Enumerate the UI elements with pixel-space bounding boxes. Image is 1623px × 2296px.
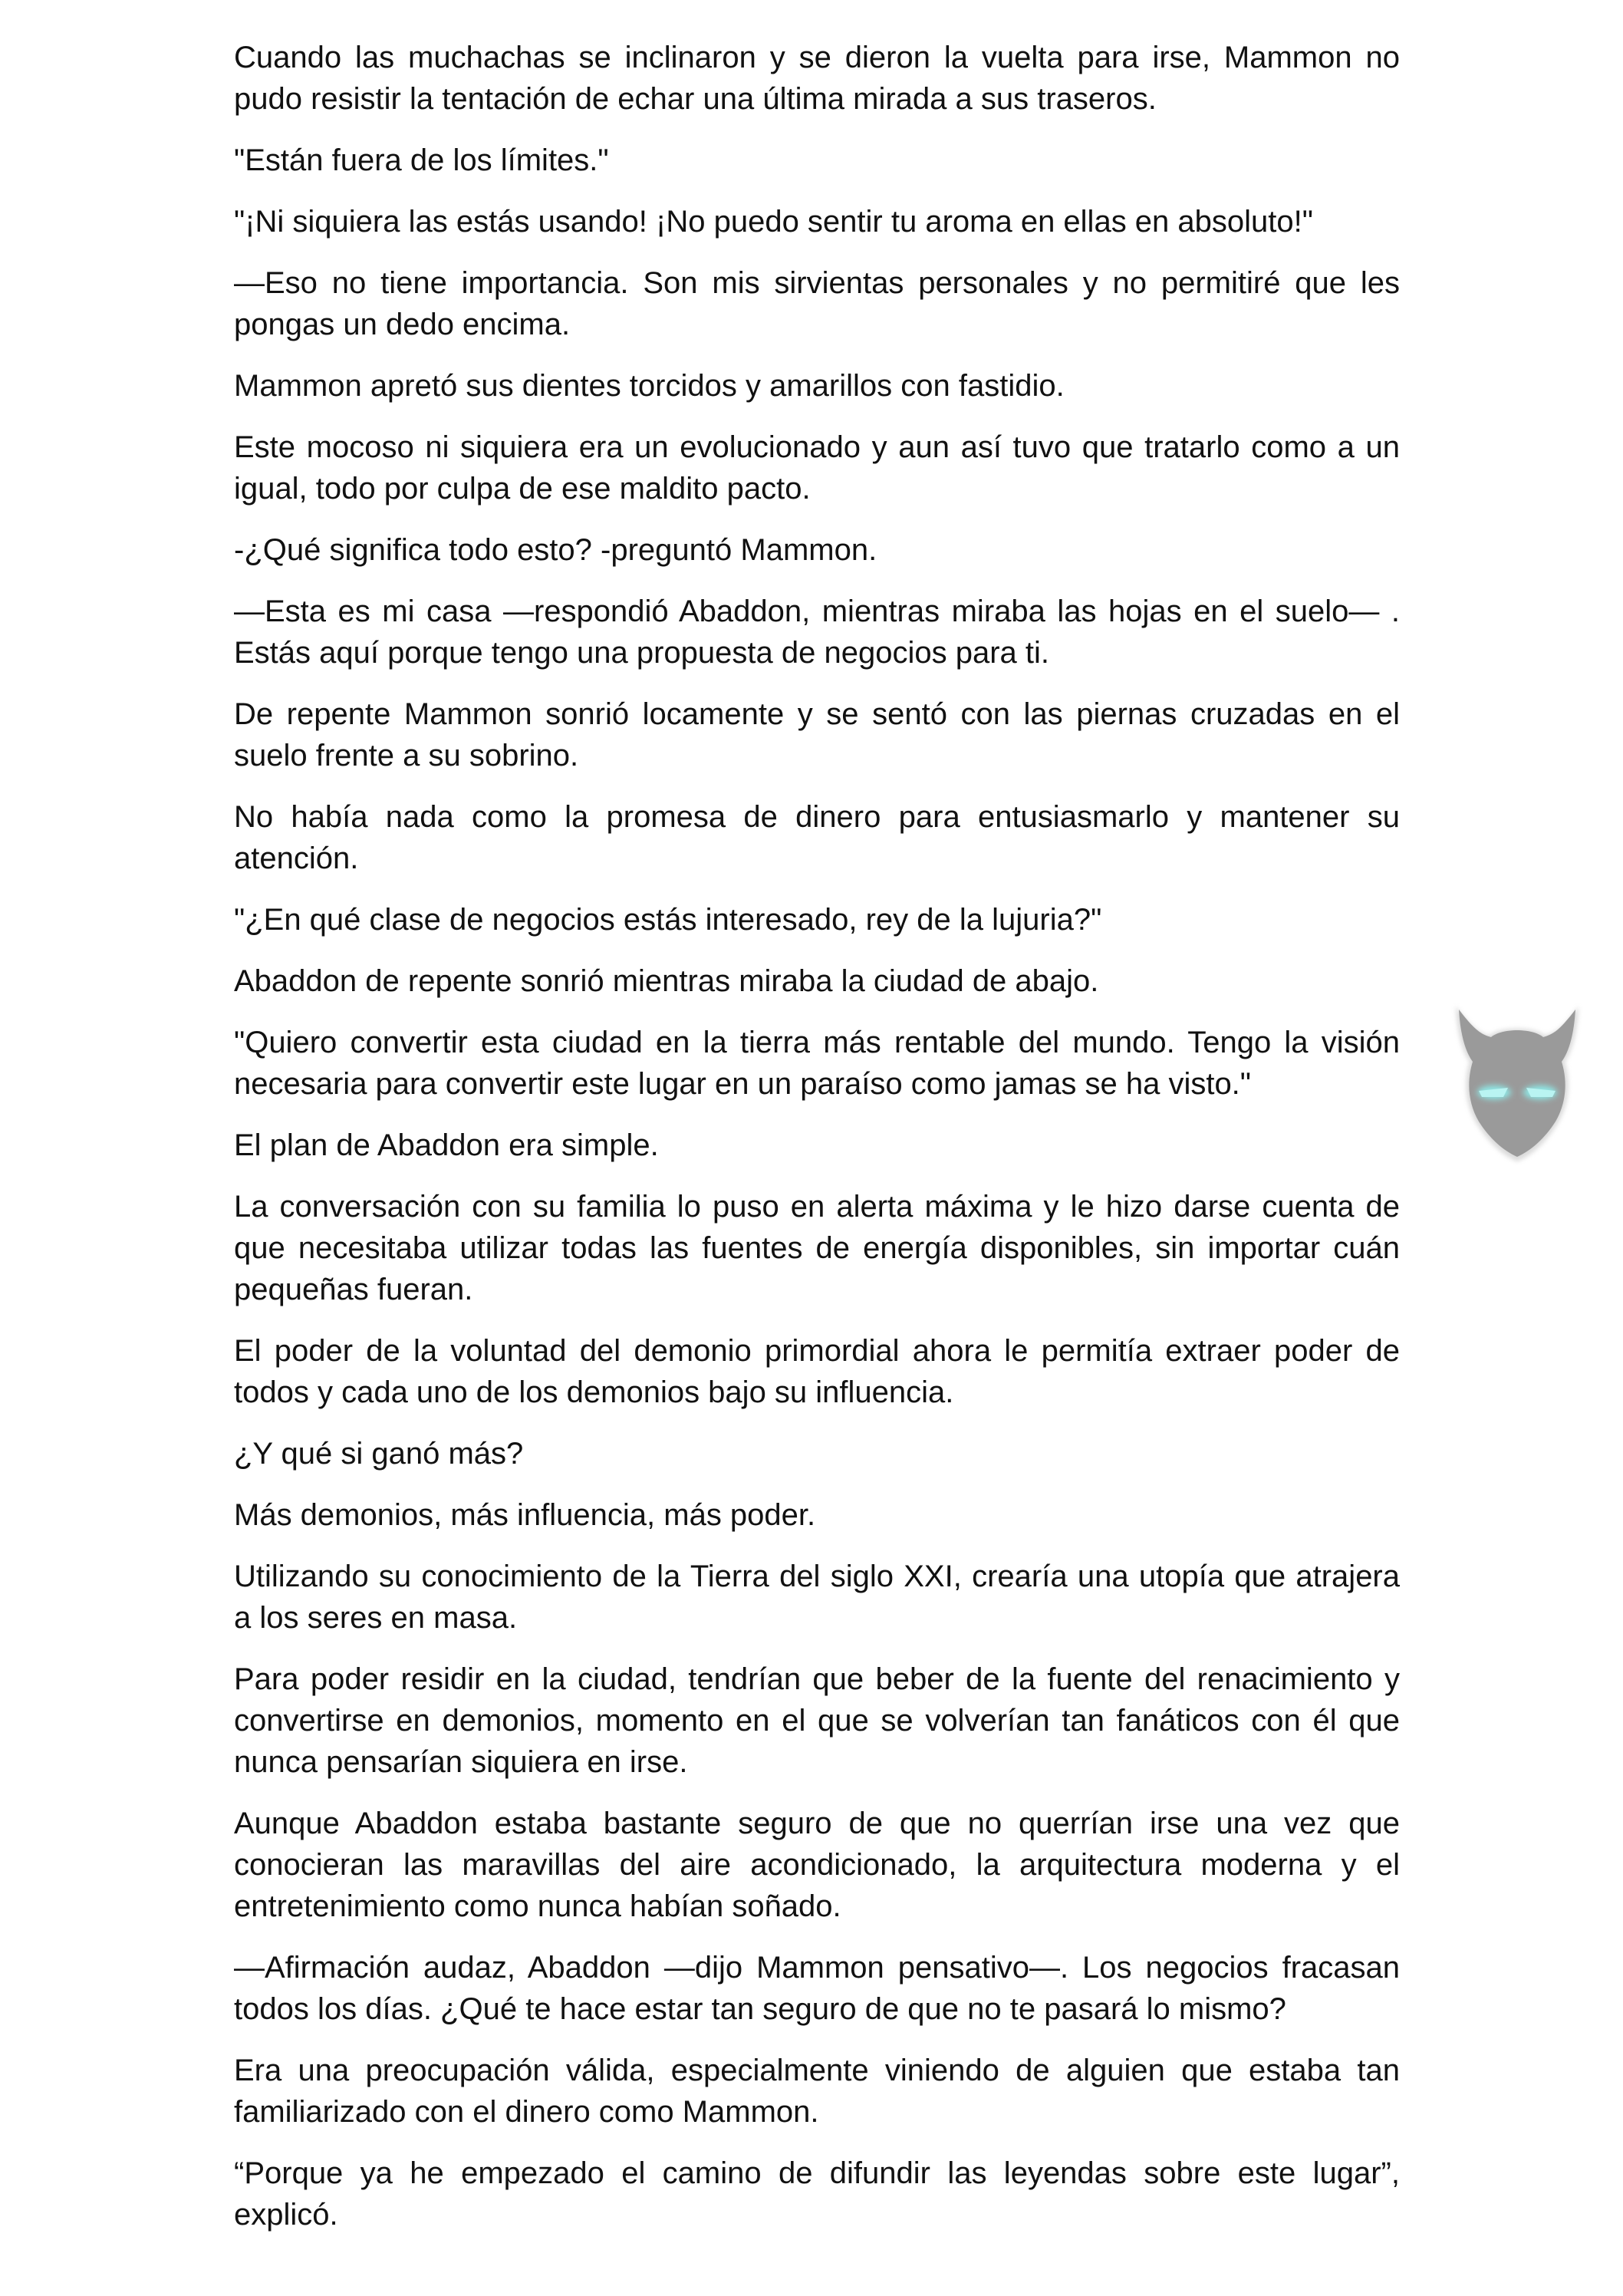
paragraph: El plan de Abaddon era simple. bbox=[234, 1128, 659, 1162]
paragraph: De repente Mammon sonrió locamente y se sentó con las piernas cruzadas en el suelo frente a su sobrino. bbox=[234, 697, 1400, 772]
paragraph: “Porque ya he empezado el camino de difundir las leyendas sobre este lugar”, explicó. bbox=[234, 2156, 1400, 2232]
document-page bbox=[234, 37, 1400, 2255]
paragraph: Más demonios, más influencia, más poder. bbox=[234, 1498, 816, 1532]
paragraph: El poder de la voluntad del demonio primordial ahora le permitía extraer poder de todos y cada uno de los demonios bajo su influencia. bbox=[234, 1334, 1400, 1409]
paragraph: —Afirmación audaz, Abaddon —dijo Mammon pensativo—. Los negocios fracasan todos los días. ¿Qué te hace estar tan seguro de que no te pasará lo mismo? bbox=[234, 1951, 1400, 2026]
demon-head-shape bbox=[1459, 1010, 1575, 1157]
demon-head-icon bbox=[1442, 997, 1592, 1171]
paragraph: La conversación con su familia lo puso en alerta máxima y le hizo darse cuenta de que necesitaba utilizar todas las fuentes de energía disponibles, sin importar cuán pequeñas fueran. bbox=[234, 1190, 1400, 1306]
paragraph: Para poder residir en la ciudad, tendrían que beber de la fuente del renacimiento y convertirse en demonios, momento en el que se volverían tan fanáticos con él que nunca pensarían siquiera en irse. bbox=[234, 1662, 1400, 1779]
paragraph: Era una preocupación válida, especialmente viniendo de alguien que estaba tan familiarizado con el dinero como Mammon. bbox=[234, 2054, 1400, 2129]
paragraph: Utilizando su conocimiento de la Tierra del siglo XXI, crearía una utopía que atrajera a los seres en masa. bbox=[234, 1560, 1400, 1635]
paragraph: "¿En qué clase de negocios estás interesado, rey de la lujuria?" bbox=[234, 903, 1102, 937]
paragraph: Aunque Abaddon estaba bastante seguro de que no querrían irse una vez que conocieran las maravillas del aire acondicionado, la arquitectura moderna y el entretenimiento como nunca habían soñado. bbox=[234, 1807, 1400, 1923]
paragraph: Este mocoso ni siquiera era un evolucionado y aun así tuvo que tratarlo como a un igual, todo por culpa de ese maldito pacto. bbox=[234, 430, 1400, 506]
paragraph: "¡Ni siquiera las estás usando! ¡No puedo sentir tu aroma en ellas en absoluto!" bbox=[234, 205, 1313, 239]
paragraph: —Esta es mi casa —respondió Abaddon, mientras miraba las hojas en el suelo— . Estás aquí porque tengo una propuesta de negocios para ti. bbox=[234, 595, 1400, 670]
paragraph: ¿Y qué si ganó más? bbox=[234, 1437, 524, 1471]
paragraph: -¿Qué significa todo esto? -preguntó Mammon. bbox=[234, 533, 877, 567]
paragraph: "Quiero convertir esta ciudad en la tierra más rentable del mundo. Tengo la visión necesaria para convertir este lugar en un paraíso como jamas se ha visto." bbox=[234, 1026, 1400, 1101]
paragraph: "Están fuera de los límites." bbox=[234, 143, 609, 177]
paragraph: No había nada como la promesa de dinero para entusiasmarlo y mantener su atención. bbox=[234, 800, 1400, 875]
paragraph: —Eso no tiene importancia. Son mis sirvientas personales y no permitiré que les pongas un dedo encima. bbox=[234, 266, 1400, 341]
paragraph: Cuando las muchachas se inclinaron y se dieron la vuelta para irse, Mammon no pudo resistir la tentación de echar una última mirada a sus traseros. bbox=[234, 41, 1400, 116]
paragraph: Abaddon de repente sonrió mientras miraba la ciudad de abajo. bbox=[234, 964, 1099, 998]
paragraph: Mammon apretó sus dientes torcidos y amarillos con fastidio. bbox=[234, 369, 1065, 403]
